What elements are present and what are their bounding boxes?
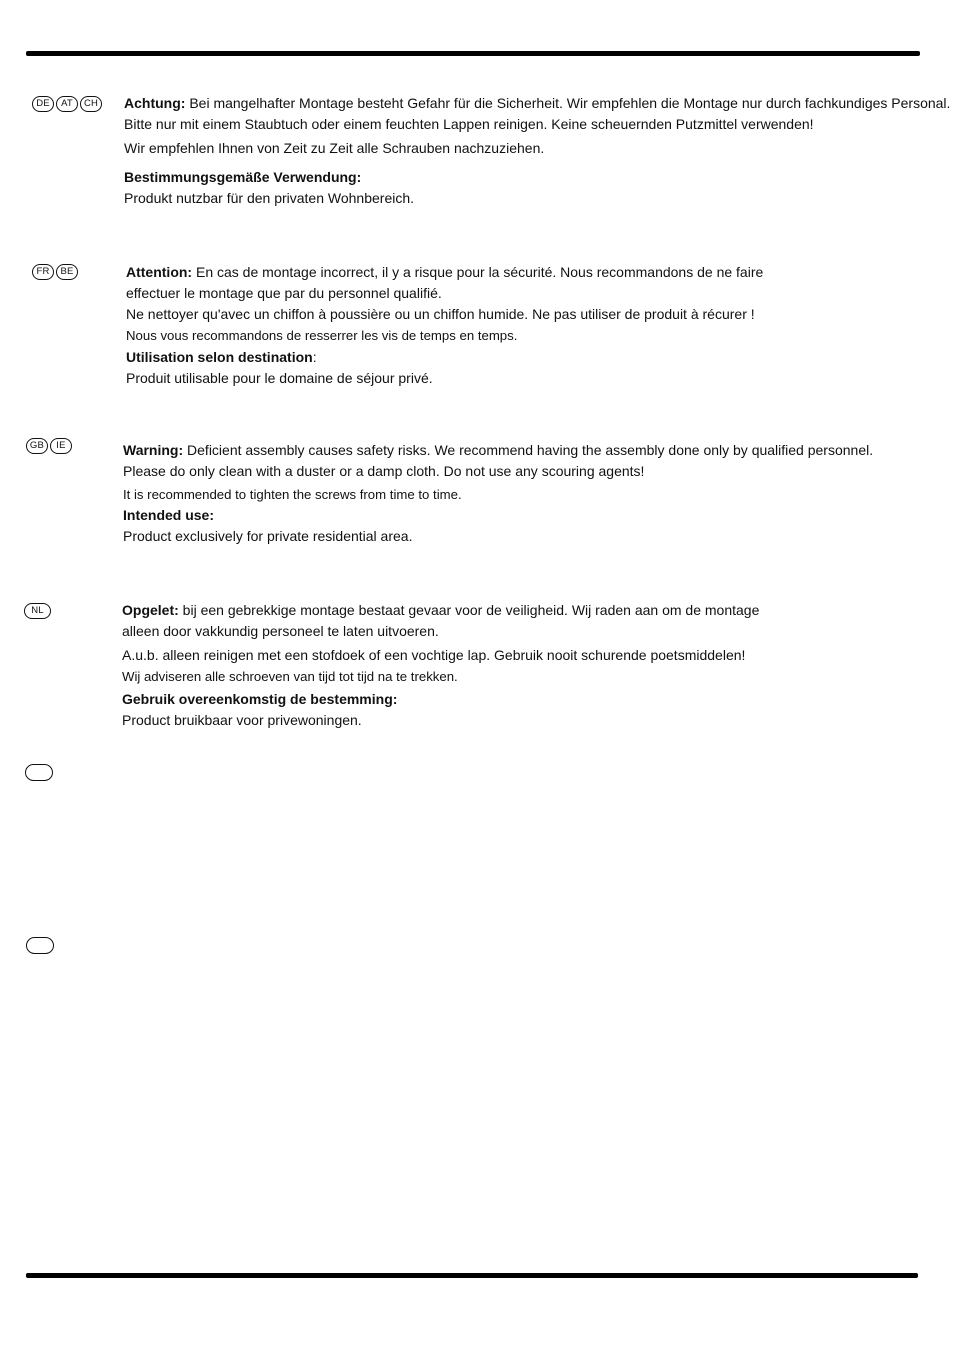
de-warning-line [124,93,950,114]
nl-warning-line [122,600,759,621]
country-badge-ch: CH [80,96,102,112]
nl-screws-text: Wij adviseren alle schroeven van tijd tot tijd na te trekken. [122,669,458,684]
country-badge-gb: GB [26,438,48,454]
de-warning-text: Bei mangelhafter Montage besteht Gefahr für die Sicherheit. Wir empfehlen die Montage nur durch fachkundiges Personal. [185,95,951,111]
fr-screws-text: Nous vous recommandons de resserrer les vis de temps en temps. [126,328,518,343]
badges-empty-1 [25,764,53,781]
fr-usage-heading-colon: : [312,349,317,365]
de-screws-text: Wir empfehlen Ihnen von Zeit zu Zeit alle Schrauben nachzuziehen. [124,140,545,156]
gb-warning-text: Deficient assembly causes safety risks. We recommend having the assembly done only by qualified personnel. [183,442,874,458]
section-nl [122,600,759,731]
nl-warning-label: Opgelet: [122,602,179,618]
gb-warning-label: Warning: [123,442,184,458]
gb-screws-text: It is recommended to tighten the screws from time to time. [123,487,462,502]
de-warning-label: Achtung: [124,95,186,111]
badges-de-at-ch [32,96,102,112]
de-usage-text: Produkt nutzbar für den privaten Wohnbereich. [124,190,415,206]
fr-usage-heading-line [126,347,763,368]
country-badge-be: BE [56,264,78,280]
gb-warning-line [123,440,873,461]
bottom-rule [26,1273,918,1278]
empty-country-badge [25,764,53,781]
de-usage-heading: Bestimmungsgemäße Verwendung: [124,169,362,185]
badges-empty-2 [26,937,54,954]
country-badge-fr: FR [32,264,54,280]
fr-warning-text: En cas de montage incorrect, il y a risque pour la sécurité. Nous recommandons de ne faire [192,264,764,280]
country-badge-de: DE [32,96,54,112]
top-rule [26,51,920,56]
badges-nl [24,603,51,619]
nl-warning-text: bij een gebrekkige montage bestaat gevaar voor de veiligheid. Wij raden aan om de montage [178,602,760,618]
badges-fr-be [32,264,78,280]
nl-cleaning-text: A.u.b. alleen reinigen met een stofdoek of een vochtige lap. Gebruik nooit schurende poetsmiddelen! [122,647,746,663]
nl-usage-heading: Gebruik overeenkomstig de bestemming: [122,691,398,707]
nl-warning-text-cont: alleen door vakkundig personeel te laten uitvoeren. [122,623,439,639]
gb-usage-text: Product exclusively for private residential area. [123,528,413,544]
country-badge-at: AT [56,96,78,112]
section-fr [126,262,763,389]
fr-cleaning-text: Ne nettoyer qu'avec un chiffon à poussière ou un chiffon humide. Ne pas utiliser de produit à récurer ! [126,306,755,322]
fr-warning-line [126,262,763,283]
gb-cleaning-text: Please do only clean with a duster or a damp cloth. Do not use any scouring agents! [123,463,645,479]
fr-warning-label: Attention: [126,264,193,280]
country-badge-ie: IE [50,438,72,454]
gb-usage-heading: Intended use: [123,507,215,523]
fr-usage-text: Produit utilisable pour le domaine de séjour privé. [126,370,433,386]
empty-country-badge [26,937,54,954]
badges-gb-ie [26,438,72,454]
section-gb [123,440,873,547]
section-de [124,93,950,209]
fr-warning-text-cont: effectuer le montage que par du personnel qualifié. [126,285,442,301]
de-cleaning-text: Bitte nur mit einem Staubtuch oder einem feuchten Lappen reinigen. Keine scheuernden Putzmittel verwenden! [124,116,814,132]
nl-usage-text: Product bruikbaar voor privewoningen. [122,712,362,728]
fr-usage-heading: Utilisation selon destination [126,349,313,365]
country-badge-nl: NL [24,603,51,619]
